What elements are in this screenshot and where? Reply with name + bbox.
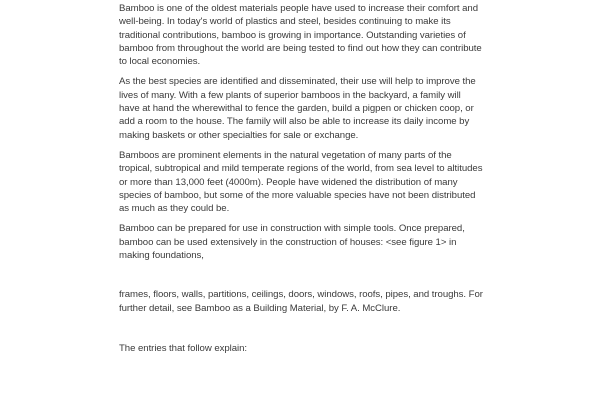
paragraph-gap	[119, 315, 483, 342]
figure-placeholder-space	[119, 262, 483, 288]
paragraph-gap	[119, 68, 483, 75]
paragraph-species-use: As the best species are identified and disseminated, their use will help to improve the lives of many. With a few plants of superior bamboos in the backyard, a family will have at hand the wherewithal to fence the garden, build a pigpen or chicken coop, or add a room to the house. The family will also be able to increase its daily income by making baskets or other specialties for sale or exchange.	[119, 76, 476, 141]
paragraph-building-material: frames, floors, walls, partitions, ceilings, doors, windows, roofs, pipes, and troughs. For further detail, see Bamboo as a Building Material, by F. A. McClure.	[119, 289, 483, 314]
paragraph-gap	[119, 142, 483, 149]
paragraph-construction: Bamboo can be prepared for use in construction with simple tools. Once prepared, bamboo can be used extensively in the construction of houses: <see figure 1> in making foundations,	[119, 223, 465, 262]
document-body	[119, 0, 483, 355]
paragraph-gap	[119, 215, 483, 222]
paragraph-bamboo-intro: Bamboo is one of the oldest materials people have used to increase their comfort and well-being. In today's world of plastics and steel, besides continuing to make its traditional contributions, bamboo is growing in importance. Outstanding varieties of bamboo from throughout the world are being tested to find out how they can contribute to local economies.	[119, 3, 482, 68]
paragraph-entries-intro: The entries that follow explain:	[119, 342, 247, 354]
paragraph-distribution: Bamboos are prominent elements in the natural vegetation of many parts of the tropical, subtropical and mild temperate regions of the world, from sea level to altitudes or more than 13,000 feet (4000m). People have widened the distribution of many species of bamboo, but some of the more valuable species have not been distributed as much as they could be.	[119, 149, 483, 215]
